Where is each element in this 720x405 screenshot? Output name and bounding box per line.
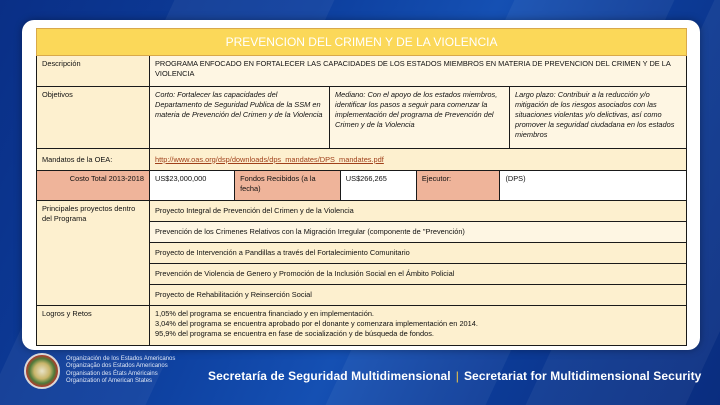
org-names xyxy=(66,356,175,385)
logros-label: Logros y Retos xyxy=(37,306,150,346)
row-costo xyxy=(37,171,687,201)
proyecto-item: Proyecto de Rehabilitación y Reinserción Social xyxy=(150,285,687,306)
descripcion-label: Descripción xyxy=(37,56,150,87)
org-name-es: Organización de los Estados Americanos xyxy=(66,356,176,362)
row-proyecto xyxy=(37,201,687,222)
proyecto-item: Proyecto de Intervención a Pandillas a través del Fortalecimiento Comunitario xyxy=(150,243,687,264)
org-name-pt: Organização dos Estados Americanos xyxy=(66,363,168,370)
proyecto-item: Prevención de Violencia de Genero y Promoción de la Inclusión Social en el Ámbito Policial xyxy=(150,264,687,285)
fondos-label: Fondos Recibidos (a la fecha) xyxy=(235,171,341,200)
footer-title-en: Secretariat for Multidimensional Security xyxy=(463,369,702,383)
footer-title-es: Secretaría de Seguridad Multidimensional xyxy=(208,369,451,383)
objetivos-label: Objetivos xyxy=(37,87,150,149)
row-descripcion xyxy=(37,56,687,87)
footer-separator: | xyxy=(455,369,459,383)
logros-line: 95,9% del programa se encuentra en fase de socialización y de búsqueda de fondos. xyxy=(155,329,434,338)
costo-value: US$23,000,000 xyxy=(150,171,235,200)
proyecto-item: Prevención de los Crimenes Relativos con la Migración Irregular (componente de "Prevención) xyxy=(150,222,687,243)
oas-seal-logo xyxy=(24,353,60,389)
objetivo-mediano: Mediano: Con el apoyo de los estados miembros, identificar los pasos a seguir para comenzar la implementación del programa de Prevención del Crimen y de la Violencia xyxy=(330,87,510,149)
row-logros xyxy=(37,306,687,346)
proyecto-item: Proyecto Integral de Prevención del Crimen y de la Violencia xyxy=(150,201,687,222)
proyectos-label: Principales proyectos dentro del Programa xyxy=(37,201,150,306)
org-name-fr: Organisation des États Américains xyxy=(66,370,158,377)
ejecutor-value: (DPS) xyxy=(500,171,686,200)
objetivo-corto: Corto: Fortalecer las capacidades del Departamento de Seguridad Publica de la SSM en materia de Prevención del Crimen y de la Violencia xyxy=(150,87,330,149)
footer-title xyxy=(208,369,701,383)
row-mandatos xyxy=(37,149,687,171)
program-table xyxy=(36,28,687,346)
mandatos-label: Mandatos de la OEA: xyxy=(37,149,150,171)
fondos-value: US$266,265 xyxy=(340,171,416,200)
costo-label: Costo Total 2013-2018 xyxy=(37,171,150,201)
descripcion-value: PROGRAMA ENFOCADO EN FORTALECER LAS CAPACIDADES DE LOS ESTADOS MIEMBROS EN MATERIA DE PREVENCION DEL CRIMEN Y DE LA VIOLENCIA xyxy=(150,56,687,87)
table-title: PREVENCION DEL CRIMEN Y DE LA VIOLENCIA xyxy=(37,29,687,56)
logros-line: 3,04% del programa se encuentra aprobado por el donante y comenzara implementación en 2014. xyxy=(155,319,478,328)
logros-line: 1,05% del programa se encuentra financiado y en implementación. xyxy=(155,309,374,318)
mandatos-link[interactable]: http://www.oas.org/dsp/downloads/dps_mandates/DPS_mandates.pdf xyxy=(155,154,384,164)
ejecutor-label: Ejecutor: xyxy=(416,171,500,200)
objetivo-largo: Largo plazo: Contribuir a la reducción y/o mitigación de los riesgos asociados con las situaciones violentas y/o delictivas, así como promover la seguridad ciudadana en los estados miembros xyxy=(510,87,687,149)
org-name-en: Organization of American States xyxy=(66,377,153,384)
row-objetivos xyxy=(37,87,687,149)
